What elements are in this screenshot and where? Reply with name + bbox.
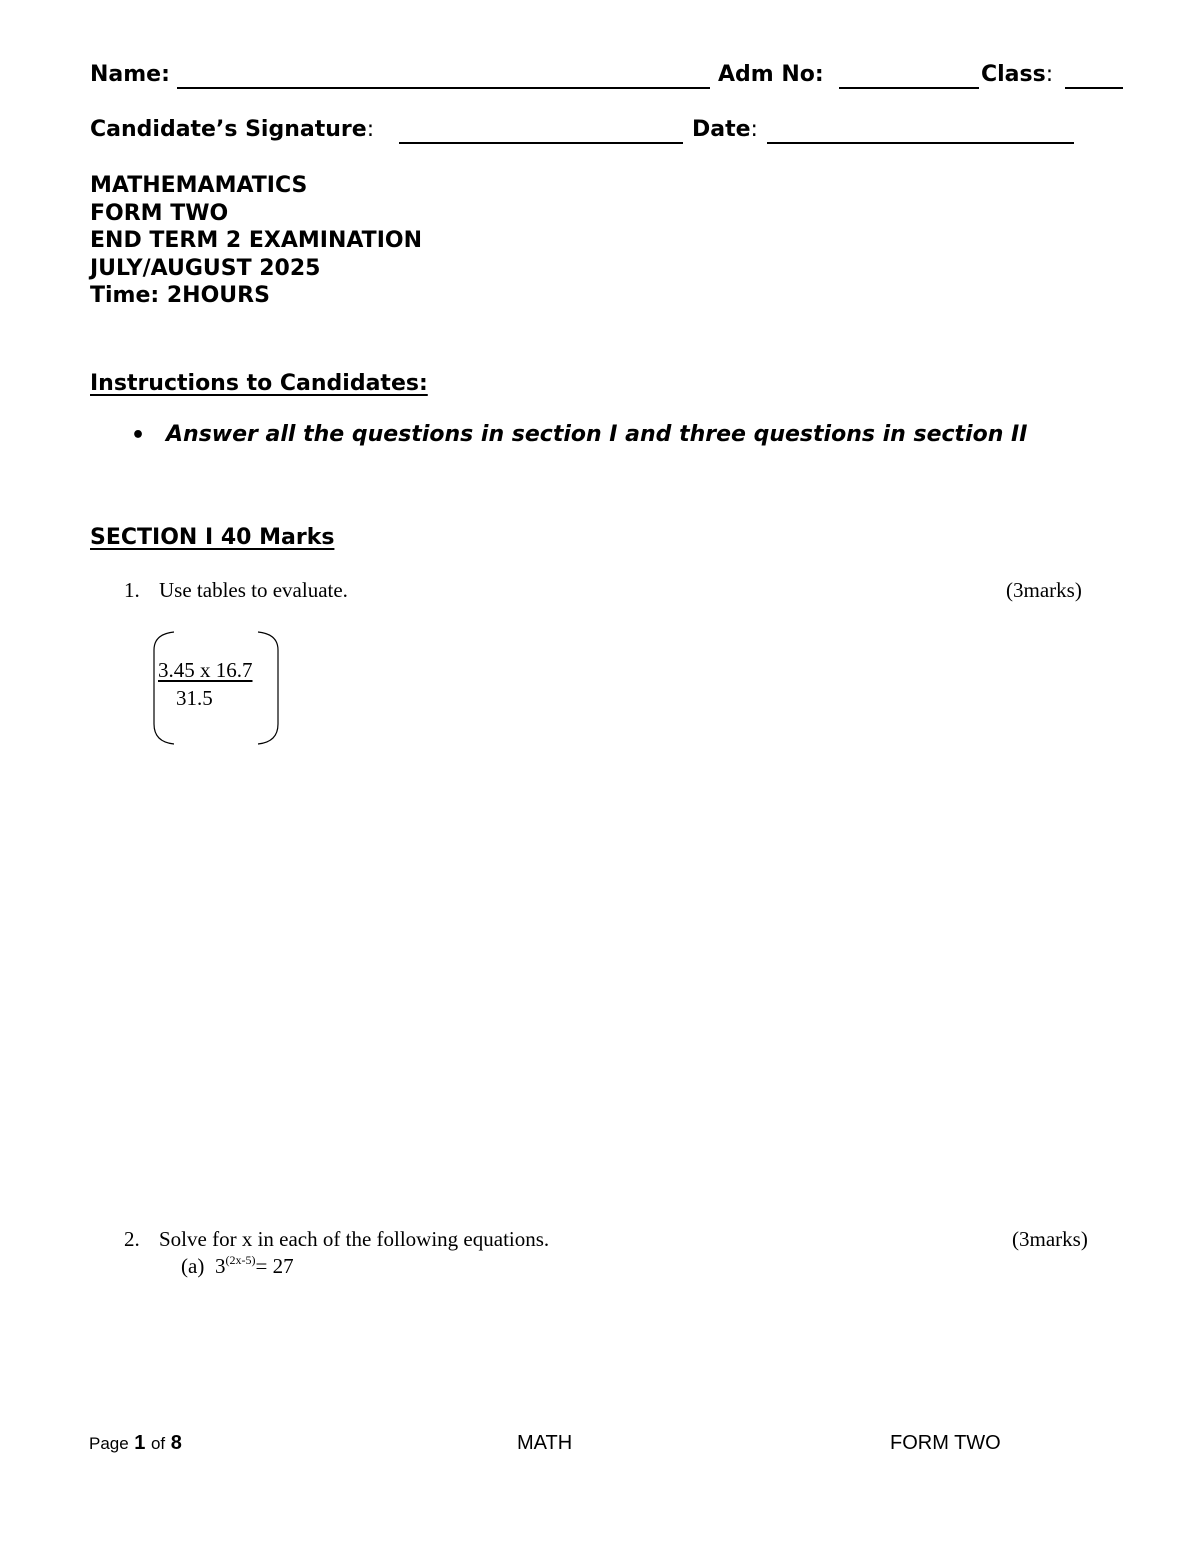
question-text: Use tables to evaluate. — [159, 578, 348, 602]
bracket-icon — [150, 628, 282, 748]
footer-subject: MATH — [517, 1432, 573, 1454]
fraction-numerator: 3.45 x 16.7 — [158, 658, 253, 682]
part-label: (a) — [181, 1254, 205, 1278]
exam-title-block — [90, 172, 422, 310]
footer-form: FORM TWO — [890, 1432, 1001, 1454]
question-marks: (3marks) — [1006, 578, 1082, 602]
bullet-icon: • — [131, 423, 146, 448]
signature-label: Candidate’s Signature: — [90, 117, 375, 142]
exam-time: Time: 2HOURS — [90, 283, 270, 308]
date-label: Date: — [692, 117, 758, 142]
exam-form: FORM TWO — [90, 200, 229, 226]
exam-period: JULY/AUGUST 2025 — [90, 255, 321, 281]
exam-subject: MATHEMAMATICS — [90, 173, 308, 198]
instruction-item: Answer all the questions in section I and three questions in section II — [166, 422, 1028, 447]
question-number: 1. — [124, 578, 140, 602]
question-text: Solve for x in each of the following equations. — [159, 1227, 550, 1251]
name-label: Name: — [90, 62, 170, 87]
question-number: 2. — [124, 1227, 140, 1251]
class-label: Class: — [981, 62, 1054, 87]
date-field[interactable] — [767, 142, 1074, 144]
exam-name: END TERM 2 EXAMINATION — [90, 228, 422, 253]
equation-base: 3 — [215, 1254, 226, 1278]
equation — [215, 1254, 294, 1279]
equation-exponent: (2x-5) — [225, 1253, 256, 1267]
section-title: SECTION I 40 Marks — [90, 525, 335, 550]
page-number: Page 1 of 8 — [89, 1432, 182, 1454]
instructions-heading: Instructions to Candidates: — [90, 371, 428, 396]
question-marks: (3marks) — [1012, 1227, 1088, 1251]
signature-field[interactable] — [399, 142, 683, 144]
adm-no-field[interactable] — [839, 87, 979, 89]
class-field[interactable] — [1065, 87, 1123, 89]
name-field[interactable] — [177, 87, 710, 89]
left-bracket-icon — [154, 632, 174, 744]
equation-rhs: = 27 — [255, 1254, 294, 1278]
right-bracket-icon — [258, 632, 278, 744]
fraction-denominator: 31.5 — [176, 686, 213, 710]
adm-no-label: Adm No: — [718, 62, 824, 87]
